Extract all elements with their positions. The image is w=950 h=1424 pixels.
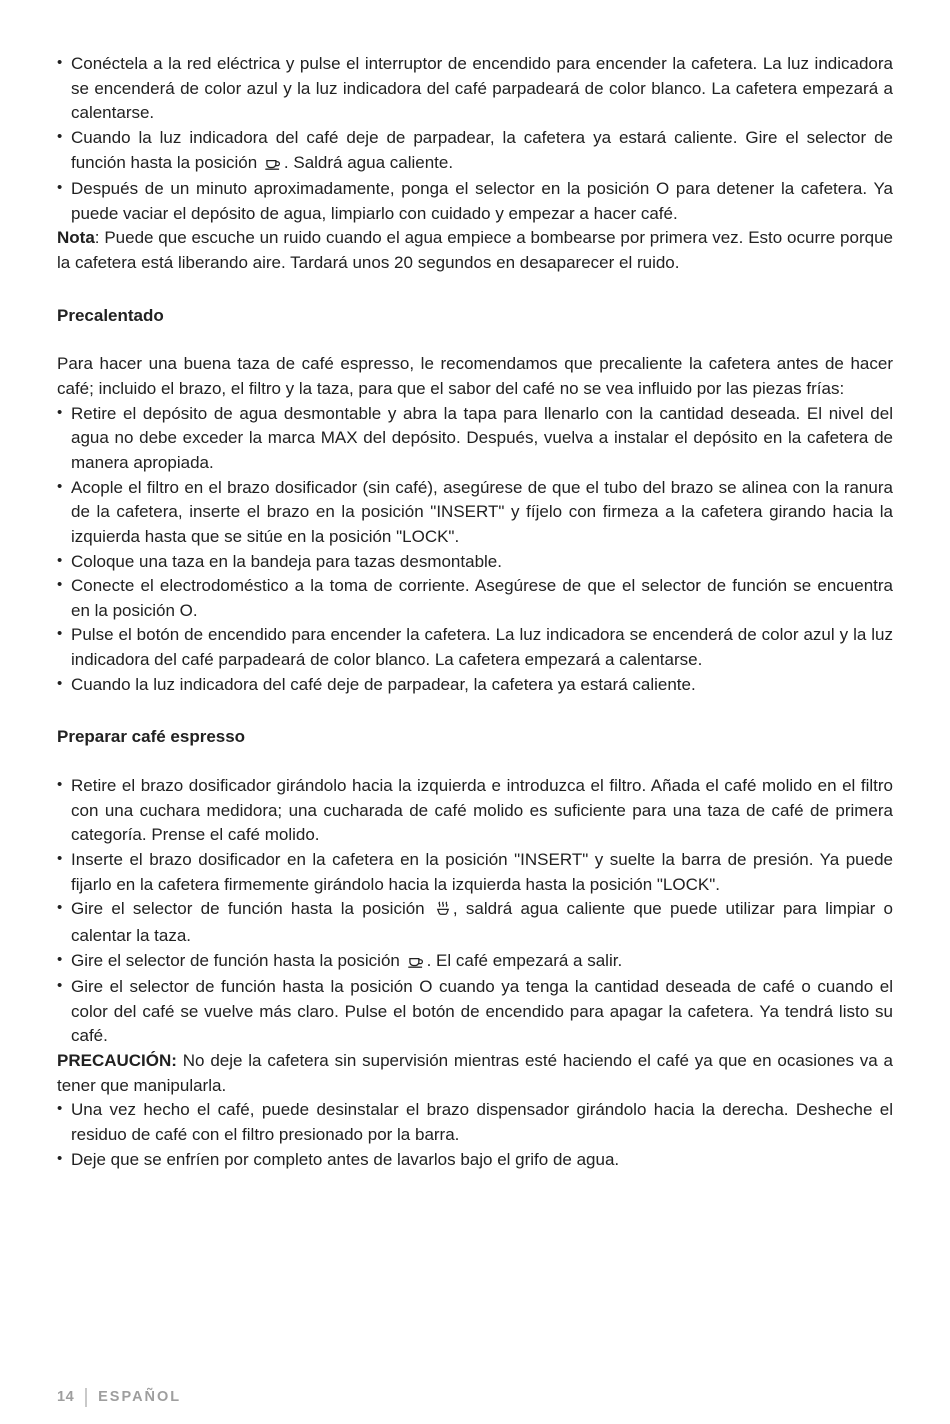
- bullet-text: Deje que se enfríen por completo antes de lavarlos bajo el grifo de agua.: [71, 1149, 620, 1169]
- bullet-text: Cuando la luz indicadora del café deje de parpadear, la cafetera ya estará caliente.: [71, 674, 696, 694]
- bullet-text: Conecte el electrodoméstico a la toma de corriente. Asegúrese de que el selector de función se encuentra en la posición O.: [71, 576, 893, 620]
- section-heading-precalentado: Precalentado: [57, 305, 164, 325]
- bullet-text: Pulse el botón de encendido para encender la cafetera. La luz indicadora se encenderá de color azul y la luz indicadora del café parpadeará de color blanco. La cafetera empezará a calentarse.: [71, 625, 893, 670]
- bullet-marker: •: [57, 674, 63, 692]
- list-item: [57, 126, 893, 177]
- preparar-bullet-list-after: [57, 1098, 893, 1172]
- list-item: [57, 476, 893, 550]
- bullet-marker: •: [57, 849, 63, 867]
- page-footer: [57, 1387, 181, 1408]
- bullet-text: [71, 949, 893, 976]
- caution-label: PRECAUCIÓN:: [57, 1051, 177, 1071]
- list-item: [57, 1148, 893, 1173]
- bullet-marker: •: [57, 127, 63, 145]
- bullet-text-after: . Saldrá agua caliente.: [283, 152, 454, 172]
- bullet-marker: •: [57, 403, 63, 421]
- list-item: [57, 774, 893, 848]
- list-item: [57, 897, 893, 948]
- caution-paragraph: [57, 1049, 893, 1098]
- bullet-marker: •: [57, 1100, 63, 1118]
- bullet-marker: •: [57, 950, 63, 968]
- steam-icon: [435, 899, 451, 924]
- list-item: [57, 975, 893, 1049]
- bullet-text: Una vez hecho el café, puede desinstalar el brazo dispensador girándolo hacia la derecha. Desheche el residuo de café con el filtro presionado por la barra.: [71, 1100, 893, 1144]
- bullet-marker: •: [57, 899, 63, 917]
- bullet-text-after: , saldrá agua caliente que puede utilizar para limpiar o calentar la taza.: [71, 899, 894, 945]
- bullet-text-after: . El café empezará a salir.: [426, 950, 623, 970]
- bullet-text: [71, 126, 893, 177]
- list-item: [57, 1098, 893, 1147]
- bullet-marker: •: [57, 977, 63, 995]
- bullet-text: Inserte el brazo dosificador en la cafetera en la posición "INSERT" y suelte la barra de presión. Ya puede fijarlo en la cafetera firmemente girándolo hacia la izquierda hasta la posición "LOCK".: [71, 849, 893, 894]
- bullet-text: [71, 897, 893, 948]
- precalentado-bullet-list: [57, 402, 893, 698]
- note-text: : Puede que escuche un ruido cuando el agua empiece a bombearse por primera vez. Esto ocurre porque la cafetera está liberando aire. Tardará unos 20 segundos en desaparecer el ruido.: [57, 228, 893, 273]
- bullet-text-before: Gire el selector de función hasta la posición: [71, 950, 405, 970]
- precalentado-intro: Para hacer una buena taza de café espresso, le recomendamos que precaliente la cafetera antes de hacer café; incluido el brazo, el filtro y la taza, para que el sabor del café no se vea influido por las piezas frías:: [57, 354, 893, 399]
- list-item: [57, 574, 893, 623]
- bullet-marker: •: [57, 776, 63, 794]
- bullet-marker: •: [57, 625, 63, 643]
- note-paragraph: [57, 226, 893, 275]
- bullet-text: Retire el brazo dosificador girándolo hacia la izquierda e introduzca el filtro. Añada el café molido en el filtro con una cuchara medidora; una cucharada de café molido es suficiente para una taza de café de primera categoría. Prense el café molido.: [71, 776, 893, 845]
- section-heading-preparar: Preparar café espresso: [57, 727, 246, 747]
- bullet-marker: •: [57, 54, 63, 71]
- bullet-text: Coloque una taza en la bandeja para tazas desmontable.: [71, 551, 502, 571]
- intro-bullet-list: [57, 52, 893, 226]
- bullet-text-before: Cuando la luz indicadora del café deje de parpadear, la cafetera ya estará caliente. Gire el selector de función hasta la posición: [71, 127, 893, 172]
- preparar-bullet-list: [57, 774, 893, 1049]
- list-item: [57, 623, 893, 672]
- cup-icon: [407, 951, 425, 976]
- note-label: Nota: [57, 228, 95, 248]
- bullet-marker: •: [57, 576, 63, 594]
- bullet-marker: •: [57, 551, 63, 569]
- list-item: [57, 550, 893, 575]
- list-item: [57, 402, 893, 476]
- cup-icon: [264, 153, 282, 178]
- bullet-text: Conéctela a la red eléctrica y pulse el interruptor de encendido para encender la cafetera. La luz indicadora se encenderá de color azul y la luz indicadora del café parpadeará de color blanco. La cafetera empezará a calentarse.: [71, 54, 893, 123]
- bullet-marker: •: [57, 477, 63, 495]
- bullet-text: Después de un minuto aproximadamente, ponga el selector en la posición O para detener la cafetera. Ya puede vaciar el depósito de agua, limpiarlo con cuidado y empezar a hacer café.: [71, 179, 893, 223]
- caution-text: No deje la cafetera sin supervisión mientras esté haciendo el café ya que en ocasiones va a tener que manipularla.: [57, 1051, 893, 1095]
- list-item: [57, 52, 893, 126]
- list-item: [57, 949, 893, 976]
- list-item: [57, 177, 893, 226]
- list-item: [57, 673, 893, 698]
- footer-divider: [85, 1388, 87, 1407]
- bullet-text: Acople el filtro en el brazo dosificador (sin café), asegúrese de que el tubo del brazo se alinea con la ranura de la cafetera, inserte el brazo en la posición "INSERT" y fíjelo con firmeza a la cafetera girando hacia la izquierda hasta que se sitúe en la posición "LOCK".: [71, 477, 893, 546]
- page-number: 14: [57, 1388, 75, 1405]
- bullet-marker: •: [57, 1149, 63, 1167]
- bullet-marker: •: [57, 179, 63, 197]
- language-label: ESPAÑOL: [98, 1388, 182, 1405]
- bullet-text: Retire el depósito de agua desmontable y abra la tapa para llenarlo con la cantidad deseada. El nivel del agua no debe exceder la marca MAX del depósito. Después, vuelva a instalar el depósito en la cafetera de manera apropiada.: [71, 403, 893, 472]
- list-item: [57, 848, 893, 897]
- bullet-text-before: Gire el selector de función hasta la posición: [71, 899, 433, 919]
- bullet-text: Gire el selector de función hasta la posición O cuando ya tenga la cantidad deseada de café o cuando el color del café se vuelve más claro. Pulse el botón de encendido para apagar la cafetera. Ya tendrá listo su café.: [71, 977, 893, 1046]
